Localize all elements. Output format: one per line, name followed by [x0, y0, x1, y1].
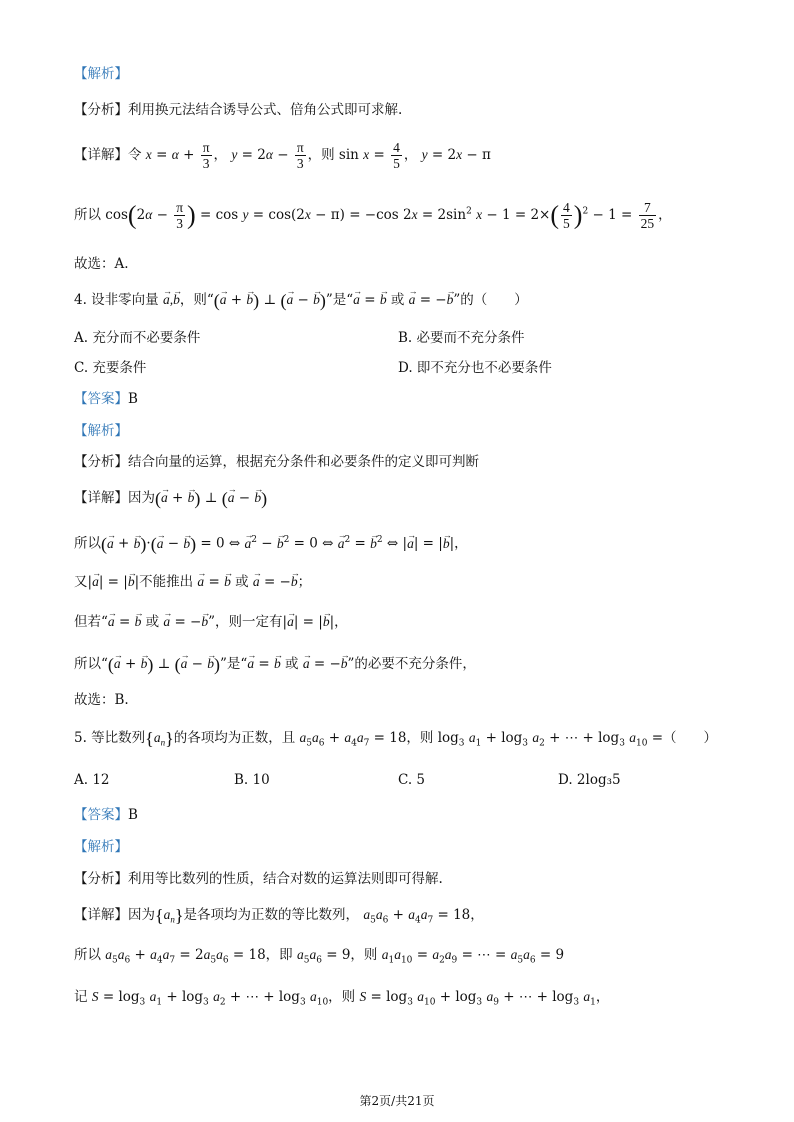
q5-stem: 5. 等比数列$\{a_n\}$的各项均为正数，且 $a_5a_6 + a_4a_7 = 18$，则 $\log_3 a_1 + \log_3 a_2$ + ⋯ + $\log_3 a_{10}$ =（ ） [74, 728, 718, 749]
q4-detail-tag: 【详解】 [74, 490, 128, 506]
q4-answer-value: B [128, 391, 138, 407]
q5-answer-value: B [128, 807, 138, 823]
q5-jiexi-tag: 【解析】 [74, 839, 128, 855]
q4-line2: 又|→ a| = |→ b|不能推出 → a = → b 或 → a = −→ b； [74, 572, 311, 592]
q4-detail: 【详解】因为(→ a + → b) ⊥ (→ a − → b) [74, 488, 267, 509]
q5-line2: 记 $S = \log_3 a_1 + \log_3 a_2$ + ⋯ + $\log_3 a_{10}$，则 $S = \log_3 a_{10} + \log_3 a_9$ + ⋯ + $\log_3 a_1$， [74, 989, 610, 1008]
q3-derivation: 所以 cos(2α − $\frac{\pi}{3}$ ) = cos y = cos(2x − π) = −cos $2x = 2\sin^2$ x − 1 = 2×( $\frac{4}{5}$ )$^2$ − 1 = $\frac{7}{25}$ ， [74, 200, 672, 231]
q5-option-c: C. 5 [398, 772, 426, 788]
q4-option-c: C. 充要条件 [74, 360, 147, 376]
q3-analysis-tag: 【分析】 [74, 102, 128, 118]
q5-answer-tag: 【答案】 [74, 807, 128, 823]
q5-option-a: A. 12 [74, 772, 110, 788]
q5-line1: 所以 $a_5a_6 + a_4a_7 = 2a_5a_6 = 18$，即 $a_5a_6 = 9$，则 $a_1a_{10} = a_2a_9$ = ⋯ = $a_5a_6 = 9$ [74, 947, 565, 966]
q3-detail-tag: 【详解】 [74, 147, 128, 163]
q4-option-b: B. 必要而不充分条件 [398, 330, 525, 346]
q4-analysis-tag: 【分析】 [74, 454, 128, 470]
q4-line1: 所以(→ a + → b)·(→ a − → b) = 0 ⇔ → $a^2$ − → $b^2 = 0$ ⇔ → $a^2$ = → $b^2$ ⇔ |→ a| = |→ b|， [74, 530, 468, 554]
q4-line3: 但若“→ a = → b 或 → a = −→ b”，则一定有|→ a| = |→ b|， [74, 612, 348, 632]
q4-choice: 故选：B. [74, 692, 129, 708]
q5-analysis-tag: 【分析】 [74, 871, 128, 887]
q3-analysis-text: 利用换元法结合诱导公式、倍角公式即可求解. [128, 102, 403, 118]
q4-answer [74, 389, 138, 409]
q4-option-a: A. 充分而不必要条件 [74, 330, 201, 346]
q3-detail: 【详解】令 x = α + $\frac{\pi}{3}$ ， y = 2α − $\frac{\pi}{3}$ ，则 sin x = $\frac{4}{5}$ ， y = 2x − π [74, 140, 491, 171]
q4-analysis [74, 452, 479, 472]
q5-answer [74, 805, 138, 825]
q4-option-d: D. 即不充分也不必要条件 [398, 360, 552, 376]
q3-jiexi-tag: 【解析】 [74, 66, 128, 82]
q5-option-b: B. 10 [234, 772, 270, 788]
q5-option-d: D. 2log₃5 [558, 772, 621, 788]
q3-analysis [74, 100, 402, 120]
q5-detail: 【详解】因为$\{a_n\}$是各项均为正数的等比数列， $a_5a_6 + a_4a_7 = 18$， [74, 905, 484, 926]
q4-analysis-text: 结合向量的运算，根据充分条件和必要条件的定义即可判断 [128, 454, 479, 470]
q4-line4: 所以“(→ a + → b) ⊥ (→ a − → b)”是“→ a = → b 或 → a = −→ b”的必要不充分条件， [74, 654, 476, 675]
q5-analysis-text: 利用等比数列的性质，结合对数的运算法则即可得解. [128, 871, 443, 887]
q3-choice: 故选：A. [74, 256, 129, 272]
q5-analysis [74, 869, 443, 889]
page-footer: 第2页/共21页 [359, 1094, 435, 1108]
q4-answer-tag: 【答案】 [74, 391, 128, 407]
q4-jiexi-tag: 【解析】 [74, 423, 128, 439]
q5-detail-tag: 【详解】 [74, 907, 128, 923]
q4-stem: 4. 设非零向量 → a,→ b，则“(→ a + → b) ⊥ (→ a − → b)”是“→ a = → b 或 → a = −→ b”的（ ） [74, 290, 528, 311]
